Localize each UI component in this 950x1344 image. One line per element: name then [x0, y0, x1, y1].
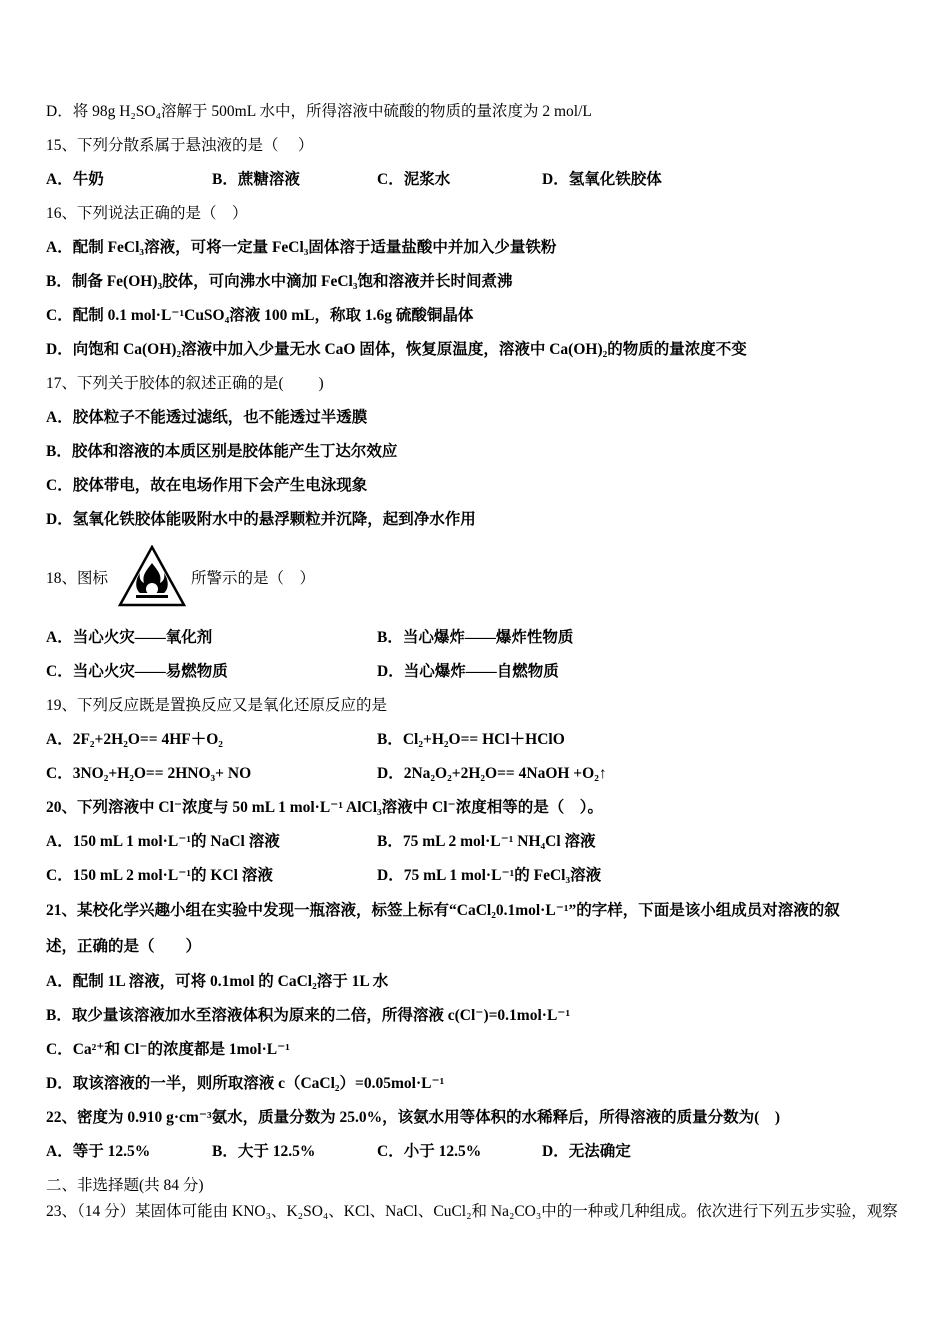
- q20-option-a: A．150 mL 1 mol·L⁻¹的 NaCl 溶液: [46, 833, 280, 850]
- q19-option-d: D．2Na₂O₂+2H₂O== 4NaOH +O₂↑: [377, 765, 607, 782]
- q19-stem: 19、下列反应既是置换反应又是氧化还原反应的是: [46, 697, 388, 714]
- q18-option-a: A．当心火灾——氧化剂: [46, 629, 213, 646]
- q21-option-b: B．取少量该溶液加水至溶液体积为原来的二倍，所得溶液 c(Cl⁻)=0.1mol·L⁻¹: [46, 1007, 571, 1024]
- q15-option-c: C．泥浆水: [377, 171, 451, 188]
- q17-option-d: D．氢氧化铁胶体能吸附水中的悬浮颗粒并沉降，起到净水作用: [46, 511, 476, 528]
- q17-stem: 17、下列关于胶体的叙述正确的是( ): [46, 375, 324, 392]
- q16-option-a: A．配制 FeCl₃溶液，可将一定量 FeCl₃固体溶于适量盐酸中并加入少量铁粉: [46, 239, 557, 256]
- q21-option-c: C．Ca²⁺和 Cl⁻的浓度都是 1mol·L⁻¹: [46, 1041, 290, 1058]
- q19-option-a: A．2F₂+2H₂O== 4HF＋O₂: [46, 731, 223, 748]
- q17-option-a: A．胶体粒子不能透过滤纸，也不能透过半透膜: [46, 409, 368, 426]
- q18-stem-before: 18、图标: [46, 570, 109, 587]
- q21-option-d: D．取该溶液的一半，则所取溶液 c（CaCl₂）=0.05mol·L⁻¹: [46, 1075, 445, 1092]
- q16-option-b: B．制备 Fe(OH)₃胶体，可向沸水中滴加 FeCl₃饱和溶液并长时间煮沸: [46, 273, 513, 290]
- q20-option-c: C．150 mL 2 mol·L⁻¹的 KCl 溶液: [46, 867, 273, 884]
- q15-option-d: D．氢氧化铁胶体: [542, 171, 662, 188]
- q22-option-d: D．无法确定: [542, 1143, 631, 1160]
- q19-option-c: C．3NO₂+H₂O== 2HNO₃+ NO: [46, 765, 252, 782]
- q16-option-c: C．配制 0.1 mol·L⁻¹CuSO₄溶液 100 mL，称取 1.6g 硫酸铜晶体: [46, 307, 474, 324]
- q15-option-a: A．牛奶: [46, 171, 104, 188]
- q15-option-b: B．蔗糖溶液: [212, 171, 300, 188]
- q22-option-c: C．小于 12.5%: [377, 1143, 482, 1160]
- q19-option-b: B．Cl₂+H₂O== HCl＋HClO: [377, 731, 565, 748]
- flammable-hazard-icon: [118, 545, 186, 607]
- q23-stem: 23、（14 分）某固体可能由 KNO₃、K₂SO₄、KCl、NaCl、CuCl₂和 Na₂CO₃中的一种或几种组成。依次进行下列五步实验，观察: [46, 1203, 898, 1220]
- q16-stem: 16、下列说法正确的是（ ）: [46, 205, 248, 222]
- q20-option-b: B．75 mL 2 mol·L⁻¹ NH₄Cl 溶液: [377, 833, 596, 850]
- q22-option-a: A．等于 12.5%: [46, 1143, 151, 1160]
- q21-stem-line1: 21、某校化学兴趣小组在实验中发现一瓶溶液，标签上标有“CaCl₂0.1mol·L⁻¹”的字样，下面是该小组成员对溶液的叙: [46, 902, 840, 919]
- q22-stem: 22、密度为 0.910 g·cm⁻³氨水，质量分数为 25.0%，该氨水用等体积的水稀释后，所得溶液的质量分数为( ): [46, 1109, 780, 1126]
- q21-stem-line2: 述，正确的是（ ）: [46, 938, 202, 955]
- q20-option-d: D．75 mL 1 mol·L⁻¹的 FeCl₃溶液: [377, 867, 602, 884]
- q22-option-b: B．大于 12.5%: [212, 1143, 316, 1160]
- q16-option-d: D．向饱和 Ca(OH)₂溶液中加入少量无水 CaO 固体，恢复原温度，溶液中 Ca(OH)₂的物质的量浓度不变: [46, 341, 747, 358]
- q17-option-c: C．胶体带电，故在电场作用下会产生电泳现象: [46, 477, 368, 494]
- q18-stem-after: 所警示的是（ ）: [191, 570, 316, 587]
- section2-title: 二、非选择题(共 84 分): [46, 1177, 204, 1194]
- q18-option-c: C．当心火灾——易燃物质: [46, 663, 228, 680]
- q20-stem: 20、下列溶液中 Cl⁻浓度与 50 mL 1 mol·L⁻¹ AlCl₃溶液中 Cl⁻浓度相等的是（ ）。: [46, 799, 603, 816]
- q21-option-a: A．配制 1L 溶液，可将 0.1mol 的 CaCl₂溶于 1L 水: [46, 973, 389, 990]
- q17-option-b: B．胶体和溶液的本质区别是胶体能产生丁达尔效应: [46, 443, 398, 460]
- q15-stem: 15、下列分散系属于悬浊液的是（ ）: [46, 137, 314, 154]
- q18-option-d: D．当心爆炸——自燃物质: [377, 663, 559, 680]
- q14-option-d: D．将 98g H₂SO₄溶解于 500mL 水中，所得溶液中硫酸的物质的量浓度为 2 mol/L: [46, 103, 592, 120]
- q18-option-b: B．当心爆炸——爆炸性物质: [377, 629, 574, 646]
